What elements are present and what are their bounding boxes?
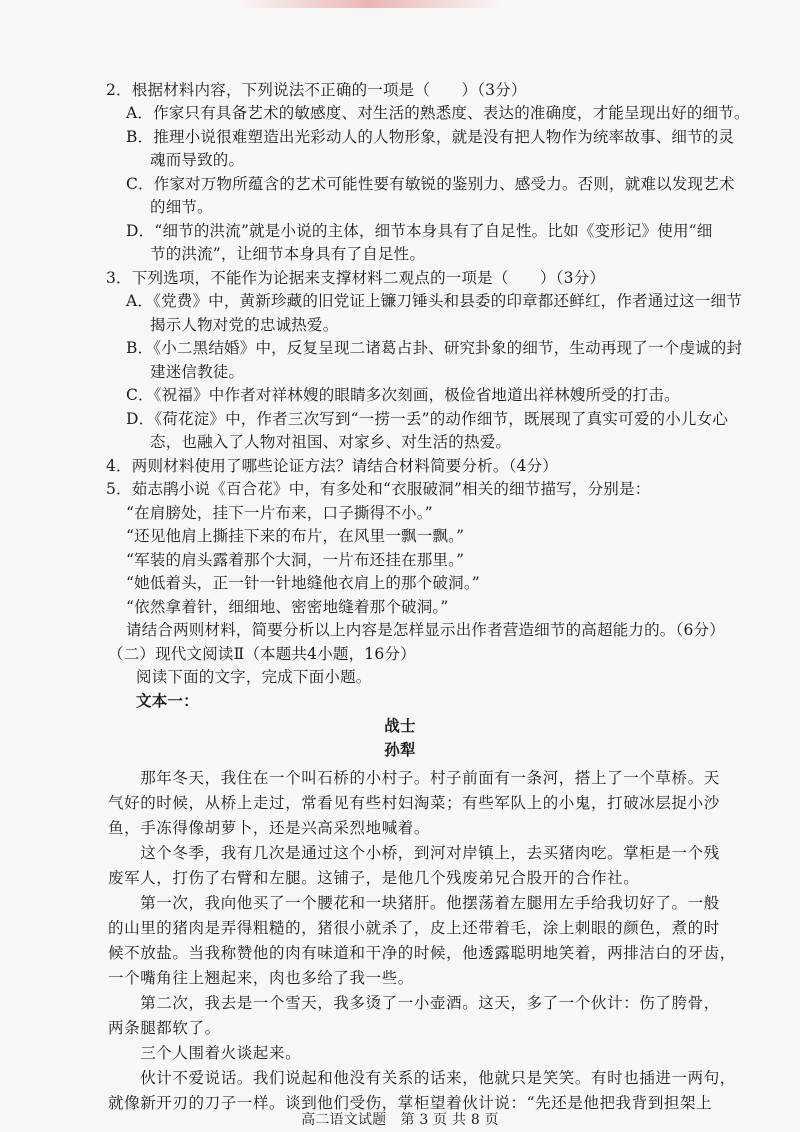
story-line: 的山里的猪肉是弄得粗糙的，猪很小就杀了，皮上还带着毛，涂上刺眼的颜色，煮的时 bbox=[108, 919, 720, 937]
story-line: 鱼，手冻得像胡萝卜，还是兴高采烈地喊着。 bbox=[108, 819, 431, 837]
story-line: 那年冬天，我住在一个叫石桥的小村子。村子前面有一条河，搭上了一个草桥。天 bbox=[108, 769, 720, 787]
q2-option-c: C．作家对万物所蕴含的艺术可能性要有敏锐的鉴别力、感受力。否则，就难以发现艺术 bbox=[126, 175, 735, 193]
q2-option-c-cont: 的细节。 bbox=[150, 198, 213, 216]
q2-option-b-cont: 魂而导致的。 bbox=[150, 151, 245, 169]
q3-stem: 3．下列选项，不能作为论据来支撑材料二观点的一项是（ ）（3分） bbox=[106, 269, 606, 287]
section-instruction: 阅读下面的文字，完成下面小题。 bbox=[136, 668, 372, 686]
story-line: 伙计不爱说话。我们说起和他没有关系的话来，他就只是笑笑。有时也插进一两句， bbox=[108, 1069, 736, 1087]
story-line: 就像新开刃的刀子一样。谈到他们受伤，掌柜望着伙计说：“先还是他把我背到担架上 bbox=[108, 1094, 713, 1112]
story-line: 第一次，我向他买了一个腰花和一块猪肝。他摆荡着左腿用左手给我切好了。一般 bbox=[108, 894, 720, 912]
q5-quote-5: “依然拿着针，细细地、密密地缝着那个破洞。” bbox=[126, 598, 449, 616]
q5-stem: 5．茹志鹃小说《百合花》中，有多处和“衣服破洞”相关的细节描写，分别是： bbox=[106, 480, 651, 498]
story-line: 第二次，我去是一个雪天，我多烫了一小壶酒。这天，多了一个伙计：伤了胯骨， bbox=[108, 994, 720, 1012]
story-line: 这个冬季，我有几次是通过这个小桥，到河对岸镇上，去买猪肉吃。掌柜是一个残 bbox=[108, 844, 720, 862]
q4-stem: 4．两则材料使用了哪些论证方法？请结合材料简要分析。（4分） bbox=[106, 457, 558, 475]
q2-option-a: A．作家只有具备艺术的敏感度、对生活的熟悉度、表达的准确度，才能呈现出好的细节。 bbox=[126, 104, 750, 122]
q3-option-a-cont: 揭示人物对党的忠诚热爱。 bbox=[150, 316, 339, 334]
q2-option-b: B．推理小说很难塑造出光彩动人的人物形象，就是没有把人物作为统率故事、细节的灵 bbox=[126, 128, 735, 146]
story-line: 两条腿都软了。 bbox=[108, 1019, 221, 1037]
q5-ask: 请结合两则材料，简要分析以上内容是怎样显示出作者营造细节的高超能力的。（6分） bbox=[126, 621, 725, 639]
q2-stem: 2．根据材料内容，下列说法不正确的一项是（ ）（3分） bbox=[106, 81, 527, 99]
q3-option-c: C．《祝福》中作者对祥林嫂的眼睛多次刻画，极俭省地道出祥林嫂所受的打击。 bbox=[126, 386, 680, 404]
q2-option-d: D．“细节的洪流”就是小说的主体，细节本身具有了自足性。比如《变形记》使用“细 bbox=[126, 222, 713, 240]
q5-quote-3: “军装的肩头露着那个大洞，一片布还挂在那里。” bbox=[126, 551, 465, 569]
q2-option-d-cont: 节的洪流”，让细节本身具有了自足性。 bbox=[150, 245, 426, 263]
story-line: 候不放盐。当我称赞他的肉有味道和干净的时候，他透露聪明地笑着，两排洁白的牙齿， bbox=[108, 944, 736, 962]
section-title: （二）现代文阅读Ⅱ（本题共4小题，16分） bbox=[108, 645, 416, 663]
page-footer: 高二语文试题 第 3 页 共 8 页 bbox=[301, 1112, 499, 1128]
story-line: 废军人，打伤了右臂和左腿。这铺子，是他几个残废弟兄合股开的合作社。 bbox=[108, 869, 640, 887]
story-title: 战士 bbox=[384, 716, 416, 735]
story-author: 孙犁 bbox=[384, 740, 416, 759]
q5-quote-2: “还见他肩上撕挂下来的布片，在风里一飘一飘。” bbox=[126, 527, 465, 545]
story-line: 一个嘴角往上翘起来，肉也多给了我一些。 bbox=[108, 969, 414, 987]
story-line: 三个人围着火谈起来。 bbox=[108, 1044, 302, 1062]
text-label: 文本一： bbox=[136, 691, 199, 710]
q5-quote-1: “在肩膀处，挂下一片布来，口子撕得不小。” bbox=[126, 504, 433, 522]
story-line: 气好的时候，从桥上走过，常看见有些村妇淘菜；有些军队上的小鬼，打破冰层捉小沙 bbox=[108, 794, 720, 812]
q3-option-b-cont: 建迷信教徒。 bbox=[150, 363, 245, 381]
q3-option-b: B．《小二黑结婚》中，反复呈现二诸葛占卦、研究卦象的细节，生动再现了一个虔诚的封 bbox=[126, 339, 743, 357]
q3-option-a: A．《党费》中，黄新珍藏的旧党证上镰刀锤头和县委的印章都还鲜红，作者通过这一细节 bbox=[126, 292, 742, 310]
q3-option-d: D．《荷花淀》中，作者三次写到“一捞一丢”的动作细节，既展现了真实可爱的小儿女心 bbox=[126, 410, 729, 428]
q3-option-d-cont: 态，也融入了人物对祖国、对家乡、对生活的热爱。 bbox=[150, 433, 512, 451]
q5-quote-4: “她低着头，正一针一针地缝他衣肩上的那个破洞。” bbox=[126, 574, 480, 592]
